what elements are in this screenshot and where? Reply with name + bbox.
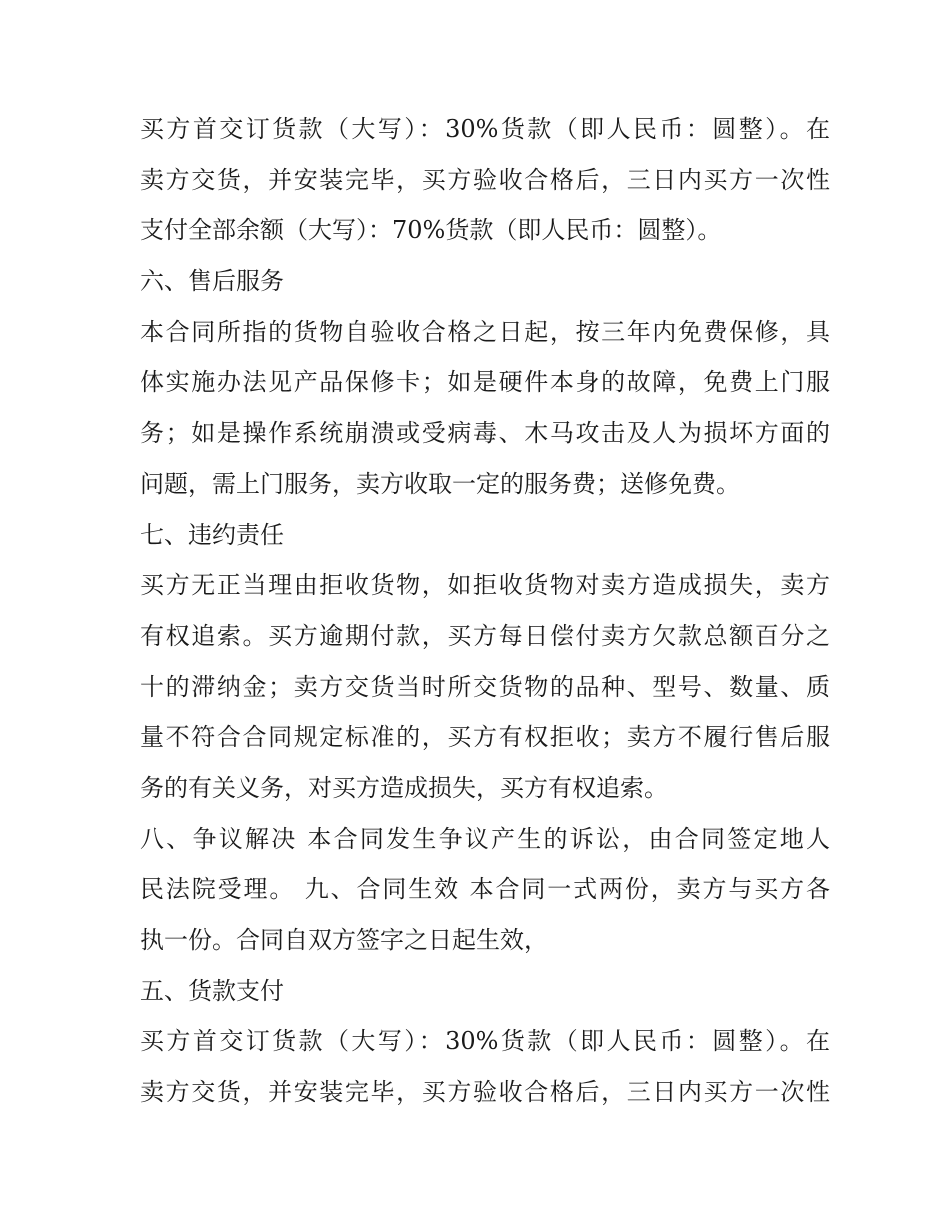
text-line-16: 民法院受理。 九、合同生效 本合同一式两份，卖方与买方各 bbox=[140, 875, 830, 904]
text-line-3: 支付全部余额（大写）：70%货款（即人民币：圆整）。 bbox=[140, 216, 722, 245]
text-line-7: 务；如是操作系统崩溃或受病毒、木马攻击及人为损坏方面的 bbox=[140, 419, 830, 448]
text-line-11: 有权追索。买方逾期付款，买方每日偿付卖方欠款总额百分之 bbox=[140, 621, 830, 650]
text-line-10: 买方无正当理由拒收货物，如拒收货物对卖方造成损失，卖方 bbox=[140, 571, 830, 600]
text-line-5: 本合同所指的货物自验收合格之日起，按三年内免费保修，具 bbox=[140, 317, 830, 346]
contract-text bbox=[140, 104, 830, 1118]
text-line-17: 执一份。合同自双方签字之日起生效， bbox=[140, 926, 548, 954]
section-heading-after-sales: 六、售后服务 bbox=[140, 267, 284, 296]
text-line-15: 八、争议解决 本合同发生争议产生的诉讼，由合同签定地人 bbox=[140, 824, 830, 853]
text-line-13: 量不符合合同规定标准的，买方有权拒收；卖方不履行售后服 bbox=[140, 723, 830, 752]
text-line-8: 问题，需上门服务，卖方收取一定的服务费；送修免费。 bbox=[140, 469, 740, 498]
section-heading-breach: 七、违约责任 bbox=[140, 520, 284, 549]
text-line-19: 买方首交订货款（大写）：30%货款（即人民币：圆整）。在 bbox=[140, 1027, 830, 1056]
text-line-20: 卖方交货，并安装完毕，买方验收合格后，三日内买方一次性 bbox=[140, 1078, 830, 1107]
text-line-12: 十的滞纳金；卖方交货当时所交货物的品种、型号、数量、质 bbox=[140, 672, 830, 701]
section-heading-payment: 五、货款支付 bbox=[140, 976, 284, 1005]
text-line-14: 务的有关义务，对买方造成损失，买方有权追索。 bbox=[140, 773, 668, 802]
text-line-1: 买方首交订货款（大写）：30%货款（即人民币：圆整）。在 bbox=[140, 115, 830, 143]
text-line-6: 体实施办法见产品保修卡；如是硬件本身的故障，免费上门服 bbox=[140, 368, 830, 397]
text-line-2: 卖方交货，并安装完毕，买方验收合格后，三日内买方一次性 bbox=[140, 165, 830, 194]
